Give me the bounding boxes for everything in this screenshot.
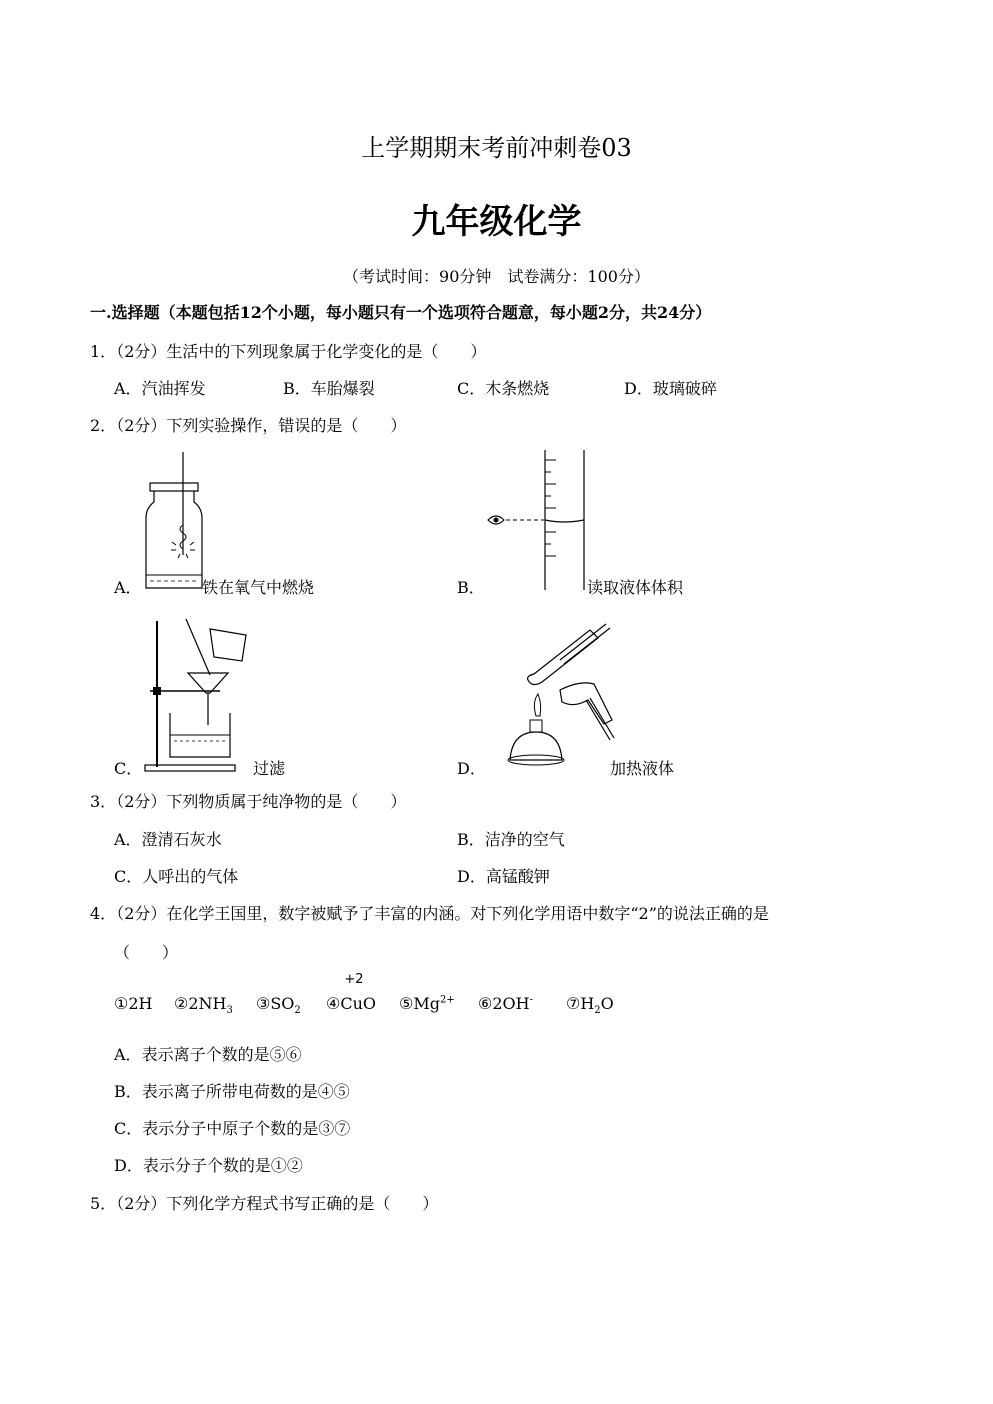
q4-option-d[interactable]: D．表示分子个数的是①② (114, 1156, 303, 1175)
question-number: 1． (90, 342, 117, 361)
q4-answer-paren: （ ） (114, 943, 179, 962)
q2-option-b-caption: 读取液体体积 (587, 578, 684, 597)
formula-1: ①2H (114, 994, 153, 1013)
iron-combustion-figure (140, 450, 210, 595)
question-stem: （2分）在化学王国里，数字被赋予了丰富的内涵。对下列化学用语中数字“2”的说法正确的是 (116, 904, 769, 923)
question-stem: （2分）下列实验操作，错误的是（ ） (116, 416, 407, 435)
q1-option-c[interactable]: C．木条燃烧 (457, 379, 550, 398)
q3-option-d[interactable]: D．高锰酸钾 (457, 867, 550, 886)
question-number: 3． (90, 792, 117, 811)
q2-option-c[interactable]: C． (114, 759, 143, 778)
q4-option-a[interactable]: A．表示离子个数的是⑤⑥ (114, 1045, 302, 1064)
question-4 (90, 901, 769, 924)
formula-7: $⑦H_2O$ (566, 994, 614, 1017)
formula-5: $⑤Mg^{2+}$ (399, 994, 455, 1013)
formula-6: ⑥2OH- (478, 994, 533, 1013)
q1-option-d[interactable]: D．玻璃破碎 (624, 379, 717, 398)
q1-option-a[interactable]: A．汽油挥发 (114, 379, 206, 398)
q2-option-d-caption: 加热液体 (610, 759, 675, 778)
q3-option-a[interactable]: A．澄清石灰水 (114, 830, 222, 849)
valence-label: +2 (344, 972, 364, 987)
exam-info: （考试时间：90分钟 试卷满分：100分） (343, 267, 650, 286)
paper-title: 上学期期末考前冲刺卷03 (361, 134, 632, 162)
question-3 (90, 789, 406, 812)
question-number: 2． (90, 416, 117, 435)
question-number: 4． (90, 904, 117, 923)
q4-option-c[interactable]: C．表示分子中原子个数的是③⑦ (114, 1119, 351, 1138)
formula-4: ④ +2 CuO (326, 972, 377, 1013)
q2-option-c-caption: 过滤 (253, 759, 286, 778)
formula-2: $②2NH_3$ (174, 994, 233, 1017)
subject-title: 九年级化学 (411, 202, 582, 242)
q3-option-c[interactable]: C．人呼出的气体 (114, 867, 239, 886)
filtration-figure (140, 617, 255, 775)
q3-option-b[interactable]: B．洁净的空气 (457, 830, 565, 849)
q2-option-b[interactable]: B． (457, 578, 485, 597)
q2-option-d[interactable]: D． (457, 759, 486, 778)
question-stem: （2分）生活中的下列现象属于化学变化的是（ ） (116, 342, 487, 361)
question-1 (90, 339, 486, 362)
question-stem: （2分）下列物质属于纯净物的是（ ） (116, 792, 407, 811)
graduated-cylinder-figure (484, 448, 594, 593)
q2-option-a[interactable]: A． (114, 578, 142, 597)
section-heading: 一.选择题（本题包括12个小题，每小题只有一个选项符合题意，每小题2分，共24分） (90, 303, 712, 322)
q1-option-b[interactable]: B．车胎爆裂 (283, 379, 375, 398)
question-5 (90, 1191, 438, 1214)
question-stem: （2分）下列化学方程式书写正确的是（ ） (116, 1194, 439, 1213)
question-number: 5． (90, 1194, 117, 1213)
heating-liquid-figure (490, 620, 620, 780)
q4-option-b[interactable]: B．表示离子所带电荷数的是④⑤ (114, 1082, 350, 1101)
question-2 (90, 413, 406, 436)
formula-3: $③SO_2$ (256, 994, 301, 1017)
q2-option-a-caption: 铁在氧气中燃烧 (202, 578, 315, 597)
